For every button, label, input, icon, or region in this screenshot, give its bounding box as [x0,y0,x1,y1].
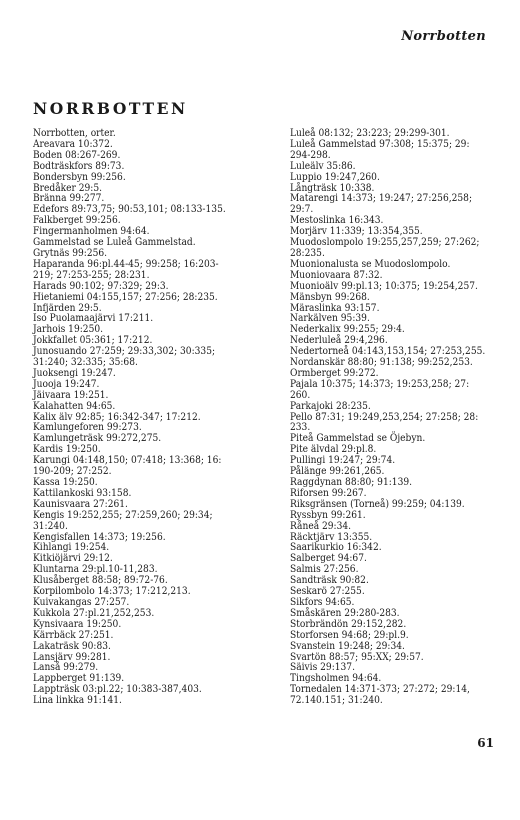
index-entry: Kamlungeforen 99:273. [33,422,142,434]
index-entry: Muonioälv 99:pl.13; 10:375; 19:254,257. [290,280,478,292]
index-entry: Småskären 29:280-283. [290,607,400,619]
index-entry: Matarengi 14:373; 19:247; 27:256,258; [290,193,473,205]
index-entry: Mänsbyn 99:268. [290,291,370,303]
index-entry: Lappberget 91:139. [33,673,125,685]
index-entry: Märaslinka 93:157. [290,302,380,314]
index-entry: Säivis 29:137. [290,662,355,674]
index-entry: 294-298. [290,149,331,161]
index-entry: Pålänge 99:261,265. [290,466,385,478]
section-title: NORRBOTTEN [33,99,188,118]
index-entry: Narkälven 95:39. [290,313,370,325]
index-entry: Lappträsk 03:pl.22; 10:383-387,403. [33,684,202,696]
index-entry: Kengisfallen 14:373; 19:256. [33,531,166,543]
index-entry: Saarikurkio 16:342. [290,542,382,554]
index-entry: Falkberget 99:256. [33,215,121,227]
index-entry: Juoksengi 19:247. [33,367,116,379]
index-entry: Haparanda 96:pl.44-45; 99:258; 16:203- [33,258,219,270]
index-entry: Svartön 88:57; 95:XX; 29:57. [290,651,424,663]
index-entry: Kukkola 27:pl.21,252,253. [33,607,155,619]
index-entry: Bodträskfors 89:73. [33,160,125,172]
index-entry: Nedertorneå 04:143,153,154; 27:253,255. [290,346,486,358]
index-entry: Ormberget 99:272. [290,367,379,379]
index-entry: Gammelstad se Luleå Gammelstad. [33,237,196,249]
index-column-right [290,129,520,707]
index-entry: Bränna 99:277. [33,193,105,205]
index-entry: 28:235. [290,247,325,259]
index-entry: Luppio 19:247,260. [290,171,380,183]
index-entry: Tornedalen 14:371-373; 27:272; 29:14, [290,684,470,696]
index-entry: Pajala 10:375; 14:373; 19:253,258; 27: [290,378,470,390]
index-entry: Junosuando 27:259; 29:33,302; 30:335; [33,346,216,358]
index-entry: Nederkalix 99:255; 29:4. [290,324,405,336]
running-head: Norrbotten [401,29,486,44]
index-entry: Boden 08:267-269. [33,149,121,161]
index-entry: Kärrbäck 27:251. [33,629,114,641]
index-entry: Kengis 19:252,255; 27:259,260; 29:34; [33,509,213,521]
index-entry: Svanstein 19:248; 29:34. [290,640,405,652]
index-entry: 260. [290,389,311,401]
index-entry: Tingsholmen 94:64. [290,673,382,685]
index-entry: Kassa 19:250. [33,477,98,488]
index-entry: Kalahatten 94:65. [33,400,116,412]
index-entry: Piteå Gammelstad se Öjebyn. [290,433,426,445]
index-entry: 31:240; 32:335; 35:68. [33,357,138,369]
index-entry: Storforsen 94:68; 29:pl.9. [290,629,409,641]
index-entry: Råneå 29:34. [290,520,352,532]
index-entry: Muoniovaara 87:32. [290,269,383,281]
index-entry: Kamlungeträsk 99:272,275. [33,433,162,445]
index-entry: Mestoslinka 16:343. [290,215,384,227]
index-entry: Riksgränsen (Torneå) 99:259; 04:139. [290,498,465,510]
index-entry: Salberget 94:67. [290,553,367,565]
index-entry: 233. [290,422,311,434]
index-entry: Lanså 99:279. [33,662,99,674]
index-entry: Jarhois 19:250. [33,324,104,336]
index-entry: Långträsk 10:338. [290,182,375,194]
index-entry: Grytnäs 99:256. [33,247,108,259]
index-entry: Karungi 04:148,150; 07:418; 13:368; 16: [33,455,222,467]
index-entry: Klusåberget 88:58; 89:72-76. [33,575,168,587]
index-entry: Sandträsk 90:82. [290,575,369,587]
index-entry: Raggdynan 88:80; 91:139. [290,477,413,488]
index-entry: 190-209; 27:252. [33,466,112,478]
index-entry: Kuivakangas 27:257. [33,596,130,608]
index-entry: 219; 27:253-255; 28:231. [33,269,150,281]
index-entry: Bredåker 29:5. [33,182,103,194]
index-entry: Areavara 10:372. [33,138,113,150]
index-entry: Lansjärv 99:281. [33,651,111,663]
index-entry: Kynsivaara 19:250. [33,618,122,630]
index-entry: Kaunisvaara 27:261. [33,498,128,510]
index-entry: Storbrändön 29:152,282. [290,618,407,630]
index-entry: Pello 87:31; 19:249,253,254; 27:258; 28: [290,411,479,423]
index-entry: Nederluleå 29:4,296. [290,335,388,347]
index-entry: Fingermanholmen 94:64. [33,226,150,238]
index-entry: Luleälv 35:86. [290,160,356,172]
index-entry: Pite älvdal 29:pl.8. [290,444,377,456]
index-entry: Edefors 89:73,75; 90:53,101; 08:133-135. [33,204,226,216]
page-number: 61 [477,736,494,750]
index-entry: Ryssbyn 99:261. [290,509,366,521]
index-entry: Lakaträsk 90:83. [33,640,111,652]
index-entry: Luleå Gammelstad 97:308; 15:375; 29: [290,138,470,150]
index-entry: Parkajoki 28:235. [290,400,371,412]
index-entry: Muonionalusta se Muodoslompolo. [290,258,451,270]
index-entry: Kluntarna 29:pl.10-11,283. [33,564,158,576]
index-entry: 72.140.151; 31:240. [290,695,383,707]
index-entry: Jäivaara 19:251. [33,389,109,401]
index-entry: Riforsen 99:267. [290,487,367,499]
index-entry: Kalix älv 92:85; 16:342-347; 17:212. [33,411,201,423]
index-entry: Infjärden 29:5. [33,302,102,314]
index-entry: Norrbotten, orter. [33,128,116,139]
index-entry: Korpilombolo 14:373; 17:212,213. [33,586,191,598]
index-entry: Seskarö 27:255. [290,586,365,598]
index-entry: Hietaniemi 04:155,157; 27:256; 28:235. [33,291,218,303]
index-entry: Salmis 27:256. [290,564,359,576]
index-entry: Kattilankoski 93:158. [33,487,132,499]
index-entry: Kardis 19:250. [33,444,101,456]
index-entry: 31:240. [33,520,68,532]
index-entry: Räcktjärv 13:355. [290,531,373,543]
index-column-left [33,129,280,707]
index-entry: 29:7. [290,204,314,216]
index-entry: Juooja 19:247. [33,378,100,390]
index-entry: Bondersbyn 99:256. [33,171,126,183]
index-entry: Kihlangi 19:254. [33,542,110,554]
index-entry: Jokkfallet 05:361; 17:212. [33,335,153,347]
index-entry: Nordanskär 88:80; 91:138; 99:252,253. [290,357,473,369]
index-entry: Muodoslompolo 19:255,257,259; 27:262; [290,237,480,249]
index-entry: Lina linkka 91:141. [33,695,122,707]
index-entry: Pullingi 19:247; 29:74. [290,455,396,467]
index-entry: Morjärv 11:339; 13:354,355. [290,226,423,238]
index-entry: Kitkiöjärvi 29:12. [33,553,113,565]
index-entry: Harads 90:102; 97:329; 29:3. [33,280,169,292]
index-entry: Sikfors 94:65. [290,596,355,608]
index-entry: Luleå 08:132; 23:223; 29:299-301. [290,128,450,139]
index-entry: Iso Puolamaajärvi 17:211. [33,313,154,325]
